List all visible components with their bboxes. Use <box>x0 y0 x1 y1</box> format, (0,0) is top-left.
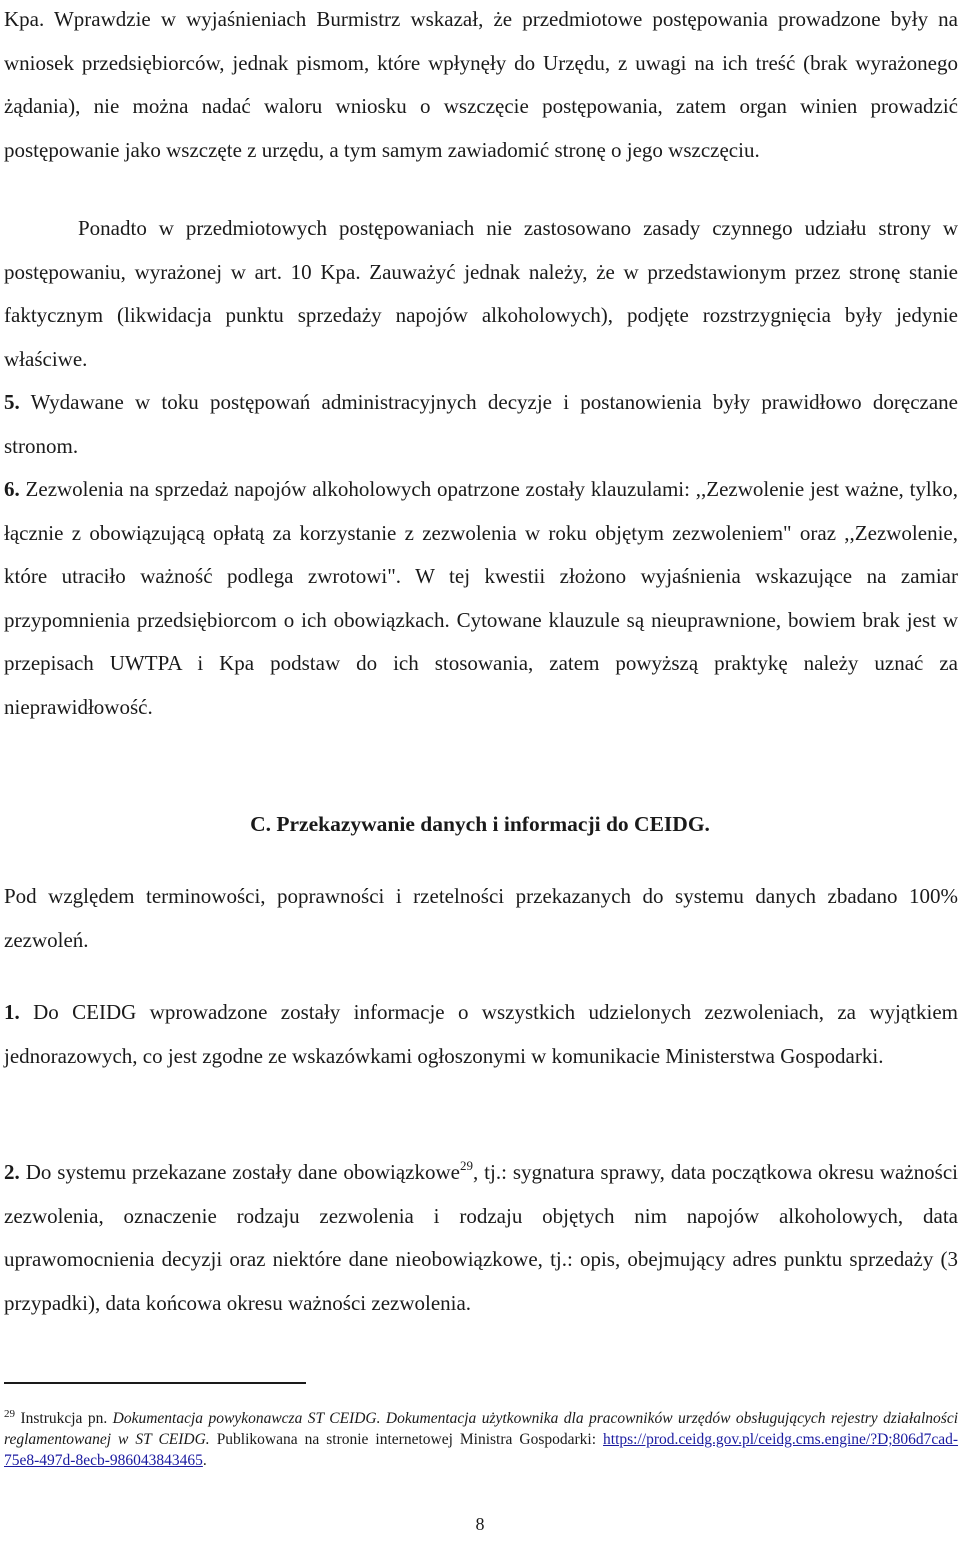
point-number: 2. <box>4 1160 20 1184</box>
point-number: 6. <box>4 477 20 501</box>
point-text: Zezwolenia na sprzedaż napojów alkoholowych opatrzone zostały klauzulami: ,,Zezwolenie jest ważne, tylko, łącznie z obowiązującą opłatą za korzystanie z zezwolenia w roku objętym zezwoleniem" oraz ,,Zezwolenie, które utraciło ważność podlega zwrotowi". W tej kwestii złożono wyjaśnienia wskazujące na zamiar przypomnienia przedsiębiorcom o ich obowiązkach. Cytowane klauzule są nieuprawnione, bowiem brak jest w przepisach UWTPA i Kpa podstaw do ich stosowania, zatem powyższą praktykę należy uznać za nieprawidłowość. <box>4 477 959 719</box>
footnote-marker: 29 <box>4 1408 15 1420</box>
paragraph-point-5 <box>4 381 958 468</box>
paragraph-scope: Pod względem terminowości, poprawności i rzetelności przekazanych do systemu danych zbadano 100% zezwoleń. <box>4 884 958 952</box>
footnote <box>4 1404 958 1471</box>
footnote-lead: Instrukcja pn. <box>20 1410 108 1427</box>
point-text-after-ref: , tj.: sygnatura sprawy, data początkowa okresu ważności zezwolenia, oznaczenie rodzaju zezwolenia i rodzaju objętych nim napojów alkoholowych, data uprawomocnienia decyzji oraz niektóre dane nieobowiązkowe, tj.: opis, obejmujący adres punktu sprzedaży (3 przypadki), data końcowa okresu ważności zezwolenia. <box>4 1160 959 1315</box>
point-text-before-ref: Do systemu przekazane zostały dane obowiązkowe <box>25 1160 460 1184</box>
paragraph-point-2 <box>4 1151 958 1325</box>
footnote-separator <box>4 1382 306 1384</box>
section-heading: C. Przekazywanie danych i informacji do CEIDG. <box>250 812 710 836</box>
footnote-reference[interactable]: 29 <box>459 1158 473 1173</box>
footnote-rest: Publikowana na stronie internetowej Ministra Gospodarki: <box>216 1431 597 1448</box>
point-text: Do CEIDG wprowadzone zostały informacje o wszystkich udzielonych zezwoleniach, za wyjątkiem jednorazowych, co jest zgodne ze wskazówkami ogłoszonymi w komunikacie Ministerstwa Gospodarki. <box>4 1000 958 1068</box>
point-text: Wydawane w toku postępowań administracyjnych decyzje i postanowienia były prawidłowo doręczane stronom. <box>4 390 959 458</box>
point-number: 1. <box>4 1000 20 1024</box>
footnote-tail: . <box>202 1452 207 1469</box>
page-number: 8 <box>475 1514 485 1534</box>
footnote-link[interactable]: https://prod.ceidg.gov.pl/ceidg.cms.engine/?D;806d7cad-75e8-497d-8ecb-986043843465 <box>4 1431 959 1469</box>
point-number: 5. <box>4 390 20 414</box>
paragraph-point-1 <box>4 991 958 1078</box>
paragraph-ponadto: Ponadto w przedmiotowych postępowaniach nie zastosowano zasady czynnego udziału strony w postępowaniu, wyrażonej w art. 10 Kpa. Zauważyć jednak należy, że w przedstawionym przez stronę stanie faktycznym (likwidacja punktu sprzedaży napojów alkoholowych), podjęte rozstrzygnięcia były jedynie właściwe. <box>4 216 958 371</box>
paragraph-point-6 <box>4 468 958 729</box>
paragraph-kpa-intro: Kpa. Wprawdzie w wyjaśnieniach Burmistrz wskazał, że przedmiotowe postępowania prowadzone były na wniosek przedsiębiorców, jednak pismom, które wpłynęły do Urzędu, z uwagi na ich treść (brak wyrażonego żądania), nie można nadać waloru wniosku o wszczęcie postępowania, zatem organ winien prowadzić postępowanie jako wszczęte z urzędu, a tym samym zawiadomić stronę o jego wszczęciu. <box>4 7 958 162</box>
footnote-italic-title: Dokumentacja powykonawcza ST CEIDG. Dokumentacja użytkownika dla pracowników urzędów obsługujących rejestry działalności reglamentowanej w ST CEIDG. <box>4 1410 959 1448</box>
